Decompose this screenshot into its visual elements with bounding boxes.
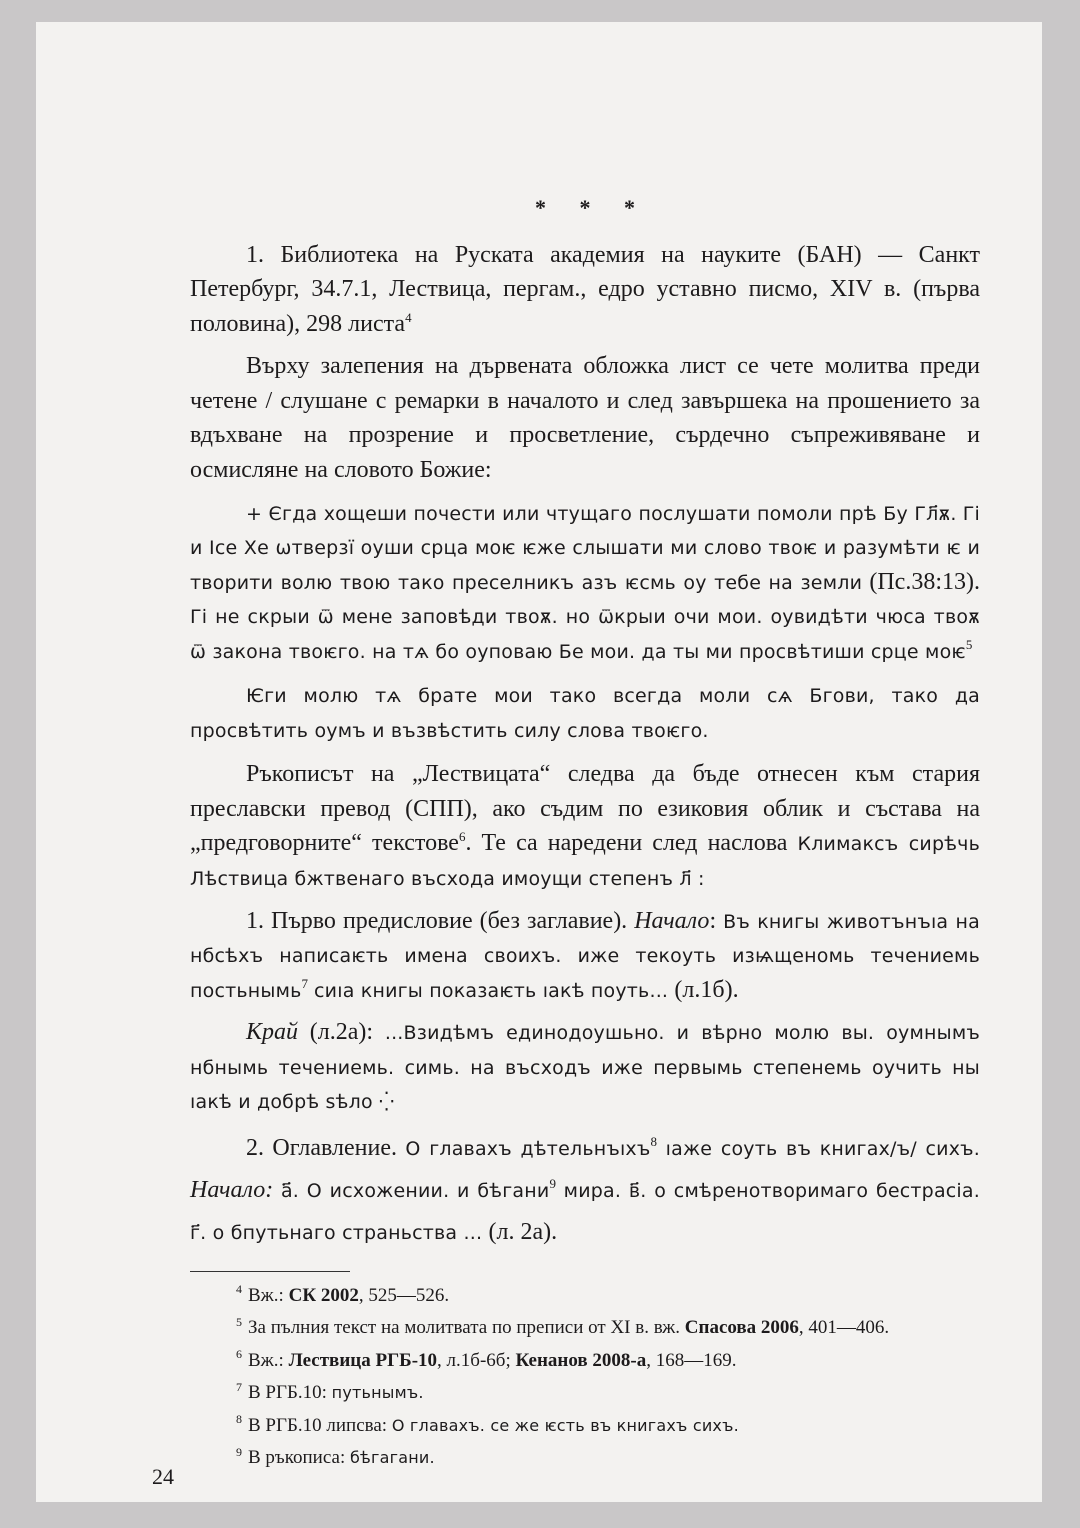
- page-number: 24: [152, 1464, 174, 1489]
- footnote-4: $^4$ Вж.: СК 2002, 525—526.: [236, 1282, 450, 1306]
- footnote-9: $^9$ В ръкописа: бѣгагани.: [236, 1444, 435, 1469]
- footnote-divider: [190, 1271, 350, 1272]
- footnote-5: $^5$ За пълния текст на молитвата по преписи от XI в. вж. Спасова 2006, 401—406.: [236, 1314, 890, 1339]
- footnote-7: $^7$ В РГБ.10: путьнымъ.: [236, 1379, 424, 1404]
- section-2: 2. Оглавление. О главахъ дѣтельнъıхъ$^8$ ıаже соуть въ книгах/ъ/ сихъ. Начало: а҃. О исхожении. и бѣгани$^9$ мира. в҃. о смѣренотворимаго бестрасіа. г҃. о бпутьнаго страньства ... (л. 2а).: [190, 1133, 981, 1245]
- footnote-ref-7[interactable]: 7: [301, 975, 309, 991]
- section-separator: * * *: [535, 195, 649, 220]
- main-text: [190, 192, 980, 1477]
- book-page: [36, 22, 1042, 1502]
- section-1: 1. Първо предисловие (без заглавие). Начало: Въ книгы животънъıа на нбсѣхъ написаѥть имена своихъ. иже текоуть изѩщеномь течениемь постьнымь$^7$ сиıа книгы показаѥть ıакѣ поуть... (л.1б).: [190, 907, 980, 1003]
- manuscript-paragraph: Ръкописът на „Лествицата“ следва да бъде отнесен към стария преславски превод (СПП), ако съдим по езиковия облик и състава на „предговорните“ текстове$^6$. Те са наредени след наслова Климаксъ сирѣчь Лѣствица бжтвенаго въсхода имоущи степенъ л҃ :: [190, 761, 981, 890]
- item-1: 1. Библиотека на Руската академия на науките (БАН) — Санкт Петербург, 34.7.1, Лествица, пергам., едро уставно писмо, XIV в. (първа половина), 298 листа$^4$: [190, 241, 980, 337]
- footnote-ref-5[interactable]: 5: [965, 636, 973, 652]
- footnote-8: $^8$ В РГБ.10 липсва: О главахъ. се же ѥсть въ книгахъ сихъ.: [236, 1412, 739, 1436]
- footnote-ref-4[interactable]: 4: [405, 309, 412, 325]
- prayer-closing: Ѥги молю тѧ брате мои тако всегда моли сѧ Бгови, тако да просвѣтить оумъ и възвѣстить силу слова твоѥго.: [190, 685, 980, 742]
- intro-paragraph: Върху залепения на дървената обложка лист се чете молитва преди четене / слушане с ремарки в началото и след завършека на прошението за вдъхване на прозрение и просветление, сърдечно съпреживяване и осмисляне на словото Божие:: [190, 353, 980, 483]
- footnote-6: $^6$ Вж.: Лествица РГБ-10, л.1б-6б; Кенанов 2008-а, 168—169.: [236, 1347, 737, 1371]
- prayer-block: + Єгда хощеши почести или чтущаго послушати помоли прѣ Бу Гл҃ѫ. Гі и Ісе Хе ѡтверзї оуши срца моѥ ѥже слышати ми слово твоѥ и разумѣти ѥ и творити волю твою тако преселникъ азъ ѥсмь оу тебе на земли (Пс.38:13). Гі не скрыи ѿ мене заповѣди твоѫ. но ѿкрыи очи мои. оувидѣти чюса твоѫ ѿ закона твоѥго. на тѧ бо оуповаю Бе мои. да ты ми просвѣтиши срце моѥ$^5$: [190, 502, 980, 663]
- section-1-end: Край (л.2а): ...Взидѣмъ единодоушьно. и вѣрно молю вы. оумнымъ нбнымь течениемь. симь. на въсходъ иже первымь степенемь оучить ны ıакѣ и добрѣ ѕѣло ⁛: [190, 1019, 980, 1114]
- footnote-ref-9[interactable]: 9: [549, 1175, 556, 1191]
- footnote-ref-8[interactable]: 8: [650, 1133, 658, 1149]
- footnote-ref-6[interactable]: 6: [458, 829, 466, 845]
